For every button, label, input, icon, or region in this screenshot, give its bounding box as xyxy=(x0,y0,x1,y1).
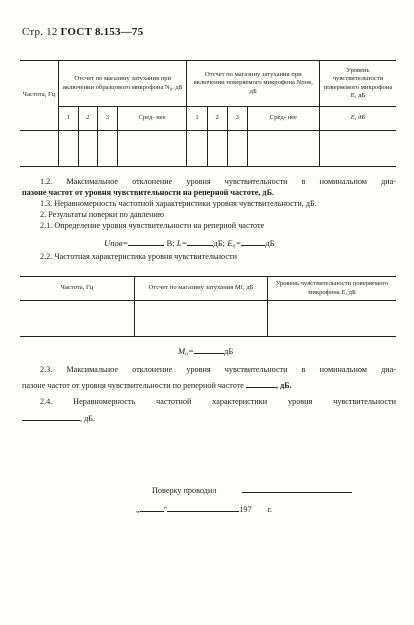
item-2-4-unit: , дБ. xyxy=(80,414,96,423)
date-year-suffix: г. xyxy=(267,505,273,514)
reference-formula xyxy=(104,238,275,249)
page-header xyxy=(22,26,143,38)
item-2-4-line1: 2.4. Неравномерность частотной характеристики уровня чувствительности xyxy=(40,397,396,406)
item-1-2-line2: пазоне частот от уровня чувствительности на реперной частоте, дБ. xyxy=(22,188,275,197)
item-1-2-line1: 1.2. Максимальное отклонение уровня чувствительности в номинальном диа- xyxy=(40,177,396,186)
date-year: 197 xyxy=(239,505,252,514)
subcol-average: Сред- нее xyxy=(247,107,319,131)
item-2-3-text: пазоне частот от уровня чувствительности по реперной частоте xyxy=(22,381,244,390)
subcol-3: 3 xyxy=(98,107,118,131)
subcol-average: Сред- нее xyxy=(117,107,187,131)
item-2-2: 2.2. Частотная характеристика уровня чувствительности xyxy=(40,252,237,261)
unit-db-2: дБ xyxy=(265,238,275,248)
item-2-3-unit: , дБ. xyxy=(275,381,292,390)
u-symbol: Uпов= xyxy=(104,238,129,248)
signed-by-label: Поверку проводил xyxy=(152,486,217,495)
subcol-level-unit: E, дБ xyxy=(320,107,397,131)
col-tested-mic-header: Отсчет по магазину затухания при включении поверяемого микрофона Nпов, дБ xyxy=(187,61,320,107)
col-sensitivity-level-header: Уровень чувствительности поверяемого микрофона E, дБ xyxy=(268,277,397,301)
col-reference-mic-header: Отсчет по магазину затухания при включении образцового микрофона N₀, дБ xyxy=(59,61,187,107)
item-2-3-line1: 2.3. Максимальное отклонение уровня чувствительности в номинальном диа- xyxy=(40,365,396,374)
date-close-quote: “ xyxy=(163,505,168,514)
page-number: Стр. 12 xyxy=(22,26,58,38)
m0-unit: дБ xyxy=(223,346,234,356)
unit-volt: В; xyxy=(166,238,175,248)
m0-formula xyxy=(178,346,233,357)
item-2-3-line2 xyxy=(22,380,292,392)
table-row xyxy=(20,131,396,167)
m0-symbol: M₀= xyxy=(178,346,194,356)
col-frequency-header: Частота, Гц xyxy=(20,61,59,131)
item-2-4-line2 xyxy=(22,413,95,425)
item-1-3: 1.3. Неравномерность частотной характеристики уровня чувствительности, дБ. xyxy=(40,199,317,208)
l-symbol: L= xyxy=(176,238,188,248)
item-2-1: 2.1. Определение уровня чувствительности на реперной частоте xyxy=(40,221,265,230)
signature-line xyxy=(152,485,352,497)
col-attenuator-header: Отсчет по магазину затухания Mf, дБ xyxy=(135,277,268,301)
frequency-response-table xyxy=(20,276,396,337)
date-open-quote: „ xyxy=(136,505,140,514)
subcol-2: 2 xyxy=(78,107,98,131)
unit-db-1: дБ; xyxy=(213,238,226,248)
e0-symbol: E₀= xyxy=(227,238,242,248)
subcol-1: 1 xyxy=(59,107,79,131)
col-frequency-header: Частота, Гц xyxy=(20,277,135,301)
subcol-3: 3 xyxy=(227,107,247,131)
subcol-2: 2 xyxy=(207,107,227,131)
col-sensitivity-level-header: Уровень чувствительности поверяемого микрофона E, дБ xyxy=(320,61,397,107)
subcol-1: 1 xyxy=(187,107,207,131)
date-line xyxy=(136,504,272,516)
table-row xyxy=(20,301,396,337)
pressure-results-table xyxy=(20,60,396,167)
section-2-title: 2. Результаты поверки по давлению xyxy=(40,210,165,219)
standard-number: ГОСТ 8.153—75 xyxy=(60,26,144,38)
